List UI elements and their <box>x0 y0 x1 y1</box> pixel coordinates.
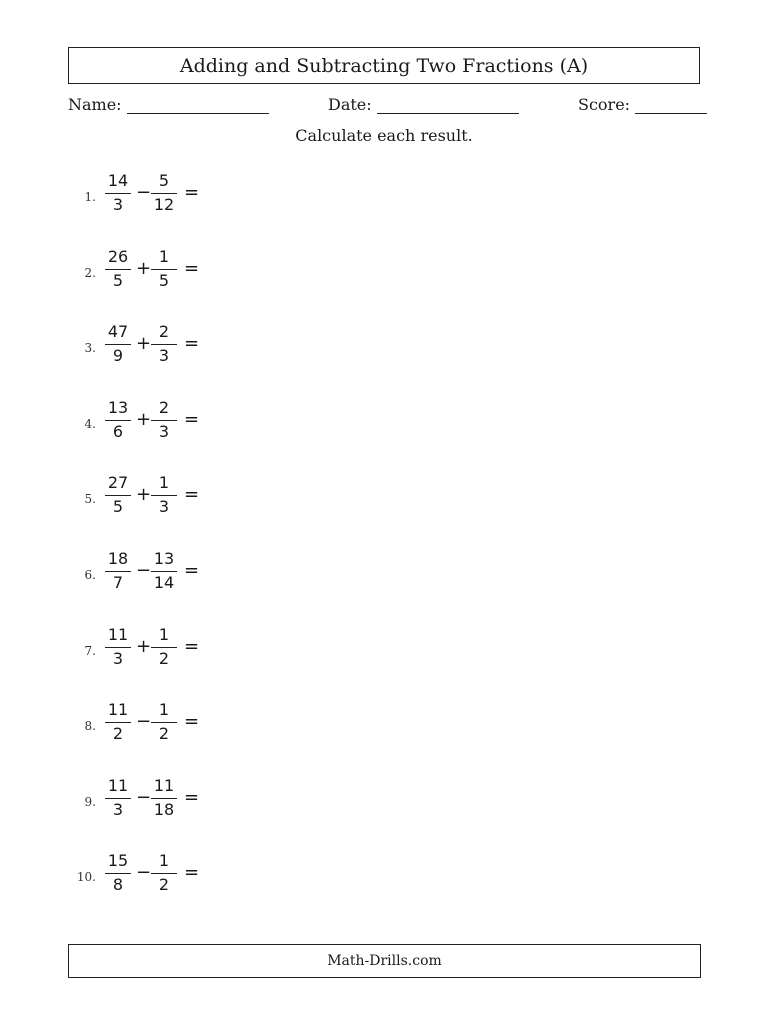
operator-sign: − <box>136 560 152 581</box>
problem-item <box>0 548 300 608</box>
problem-number: 9. <box>84 794 96 809</box>
operator-sign: − <box>136 182 152 203</box>
second-fraction <box>146 775 182 821</box>
first-denominator: 7 <box>112 573 124 592</box>
date-blank-line[interactable] <box>377 93 519 114</box>
second-fraction <box>146 321 182 367</box>
first-denominator: 8 <box>112 875 124 895</box>
score-blank-line[interactable] <box>635 93 707 114</box>
first-numerator: 27 <box>107 473 129 493</box>
problem-item <box>0 472 300 532</box>
second-numerator: 13 <box>153 549 175 568</box>
equals-sign: = <box>184 484 200 506</box>
first-numerator: 11 <box>107 624 129 644</box>
second-denominator: 2 <box>158 648 170 668</box>
problem-item <box>0 321 300 381</box>
equals-sign: = <box>184 786 200 808</box>
second-numerator: 1 <box>158 624 170 644</box>
second-denominator: 3 <box>158 497 170 517</box>
second-numerator: 1 <box>158 700 170 720</box>
second-denominator: 3 <box>158 421 170 441</box>
equals-sign: = <box>184 711 200 733</box>
problem-item <box>0 624 300 684</box>
second-numerator: 2 <box>158 322 170 342</box>
problem-item <box>0 397 300 457</box>
first-denominator: 9 <box>112 346 124 366</box>
score-label: Score: <box>578 95 631 114</box>
second-fraction <box>146 850 182 896</box>
problem-number: 8. <box>84 719 96 734</box>
first-numerator: 47 <box>107 322 129 342</box>
operator-sign: + <box>136 408 152 430</box>
second-fraction <box>146 397 182 443</box>
name-label: Name: <box>68 95 122 114</box>
first-fraction <box>100 246 136 292</box>
date-label: Date: <box>328 95 372 114</box>
first-denominator: 5 <box>112 270 124 290</box>
second-numerator: 1 <box>158 851 170 871</box>
first-denominator: 3 <box>112 648 124 668</box>
second-numerator: 5 <box>158 171 170 190</box>
problem-number: 1. <box>84 190 96 204</box>
problem-item <box>0 850 300 910</box>
score-field <box>578 93 707 114</box>
problem-number: 10. <box>76 870 96 885</box>
equals-sign: = <box>184 408 200 430</box>
first-fraction <box>100 321 136 367</box>
equals-sign: = <box>184 257 200 279</box>
first-numerator: 11 <box>107 775 129 795</box>
first-fraction <box>100 472 136 518</box>
first-numerator: 18 <box>107 549 129 568</box>
first-denominator: 6 <box>112 421 124 441</box>
operator-sign: + <box>136 484 152 506</box>
first-numerator: 15 <box>107 851 129 871</box>
problem-number: 3. <box>84 341 96 356</box>
first-denominator: 2 <box>112 724 124 744</box>
worksheet-title-box <box>68 47 700 84</box>
problem-number: 6. <box>84 568 96 582</box>
operator-sign: + <box>136 635 152 657</box>
equals-sign: = <box>184 560 200 581</box>
first-numerator: 14 <box>107 171 129 190</box>
second-fraction <box>146 246 182 292</box>
first-fraction <box>100 170 136 216</box>
second-fraction <box>146 170 182 216</box>
date-field <box>328 93 519 114</box>
problem-item <box>0 775 300 835</box>
equals-sign: = <box>184 862 200 884</box>
worksheet-title: Adding and Subtracting Two Fractions (A) <box>179 54 589 77</box>
second-denominator: 5 <box>158 270 170 290</box>
first-fraction <box>100 548 136 594</box>
second-fraction <box>146 624 182 670</box>
first-denominator: 3 <box>112 195 124 214</box>
second-numerator: 11 <box>153 775 175 795</box>
first-denominator: 3 <box>112 799 124 819</box>
first-numerator: 13 <box>107 397 129 417</box>
name-field <box>68 93 269 114</box>
operator-sign: + <box>136 257 152 279</box>
second-denominator: 2 <box>158 875 170 895</box>
second-denominator: 12 <box>153 195 175 214</box>
footer-box <box>68 944 701 978</box>
first-fraction <box>100 624 136 670</box>
first-fraction <box>100 775 136 821</box>
second-numerator: 2 <box>158 397 170 417</box>
first-numerator: 11 <box>107 700 129 720</box>
equals-sign: = <box>184 333 200 355</box>
problem-number: 5. <box>84 492 96 507</box>
equals-sign: = <box>184 635 200 657</box>
second-numerator: 1 <box>158 246 170 266</box>
second-fraction <box>146 548 182 594</box>
problem-item <box>0 246 300 306</box>
first-fraction <box>100 850 136 896</box>
name-blank-line[interactable] <box>127 93 269 114</box>
operator-sign: − <box>136 862 152 884</box>
footer-site: Math-Drills.com <box>327 953 442 969</box>
second-denominator: 14 <box>153 573 175 592</box>
operator-sign: + <box>136 333 152 355</box>
second-fraction <box>146 699 182 745</box>
first-denominator: 5 <box>112 497 124 517</box>
instructions: Calculate each result. <box>295 126 473 145</box>
second-denominator: 2 <box>158 724 170 744</box>
second-denominator: 3 <box>158 346 170 366</box>
problem-item <box>0 170 300 230</box>
second-fraction <box>146 472 182 518</box>
problem-number: 2. <box>84 265 96 280</box>
operator-sign: − <box>136 711 152 733</box>
problem-item <box>0 699 300 759</box>
first-numerator: 26 <box>107 246 129 266</box>
problem-number: 7. <box>84 643 96 658</box>
operator-sign: − <box>136 786 152 808</box>
first-fraction <box>100 397 136 443</box>
equals-sign: = <box>184 182 200 203</box>
second-denominator: 18 <box>153 799 175 819</box>
second-numerator: 1 <box>158 473 170 493</box>
student-info-row <box>68 93 701 119</box>
first-fraction <box>100 699 136 745</box>
problem-number: 4. <box>84 416 96 431</box>
